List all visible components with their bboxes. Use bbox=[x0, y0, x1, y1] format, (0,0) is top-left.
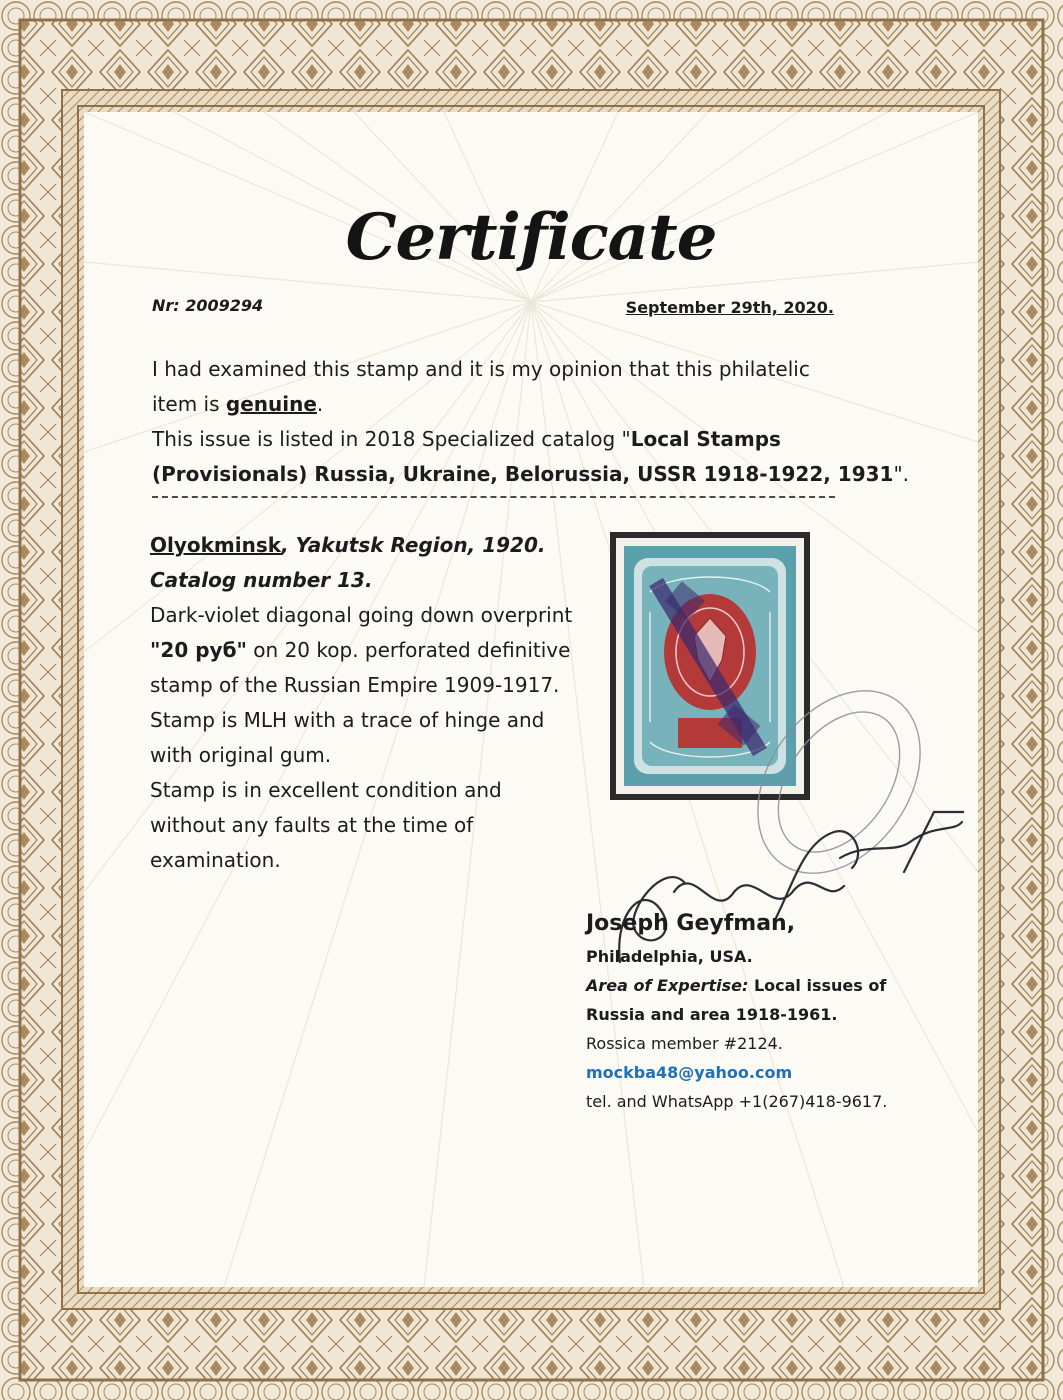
item-description bbox=[150, 528, 620, 878]
desc-line-8: examination. bbox=[150, 848, 281, 872]
catalog-name-part1: Local Stamps bbox=[630, 427, 781, 451]
intro-line-4: (Provisionals) Russia, Ukraine, Belorussia, USSR 1918-1922, 1931". bbox=[152, 462, 910, 486]
intro-line-3: This issue is listed in 2018 Specialized catalog "Local Stamps bbox=[152, 427, 781, 451]
overprint-value: "20 руб" bbox=[150, 638, 247, 662]
expert-expertise: Area of Expertise: Local issues of bbox=[586, 976, 887, 995]
desc-line-3: stamp of the Russian Empire 1909-1917. bbox=[150, 673, 560, 697]
desc-line-6: Stamp is in excellent condition and bbox=[150, 778, 502, 802]
catalog-number: Catalog number 13. bbox=[150, 568, 373, 592]
certificate-title: Certificate bbox=[345, 200, 717, 275]
certificate-number: Nr: 2009294 bbox=[152, 296, 264, 315]
expert-expertise-cont: Russia and area 1918-1961. bbox=[586, 1005, 838, 1024]
certificate-body bbox=[84, 112, 978, 1287]
verdict: genuine bbox=[225, 392, 317, 416]
certificate-date: September 29th, 2020. bbox=[625, 298, 834, 317]
expert-email-link[interactable]: mockba48@yahoo.com bbox=[586, 1063, 793, 1082]
desc-line-5: with original gum. bbox=[150, 743, 332, 767]
item-location: Olyokminsk, Yakutsk Region, 1920. bbox=[150, 533, 546, 557]
desc-line-7: without any faults at the time of bbox=[150, 813, 474, 837]
desc-line-1: Dark-violet diagonal going down overprint bbox=[150, 603, 573, 627]
desc-line-2: "20 руб" on 20 kop. perforated definitive bbox=[150, 638, 571, 662]
expert-info bbox=[586, 906, 946, 1116]
expert-phone: tel. and WhatsApp +1(267)418-9617. bbox=[586, 1092, 888, 1111]
intro-line-1: I had examined this stamp and it is my opinion that this philatelic bbox=[152, 357, 810, 381]
opinion-paragraph bbox=[152, 352, 912, 492]
expert-membership: Rossica member #2124. bbox=[586, 1034, 783, 1053]
expert-city: Philadelphia, USA. bbox=[586, 947, 753, 966]
desc-line-4: Stamp is MLH with a trace of hinge and bbox=[150, 708, 545, 732]
expert-name: Joseph Geyfman, bbox=[586, 911, 796, 936]
dashed-divider bbox=[152, 496, 835, 498]
intro-line-2: item is genuine. bbox=[152, 392, 324, 416]
catalog-name-part2: (Provisionals) Russia, Ukraine, Belorussia, USSR 1918-1922, 1931 bbox=[152, 462, 894, 486]
